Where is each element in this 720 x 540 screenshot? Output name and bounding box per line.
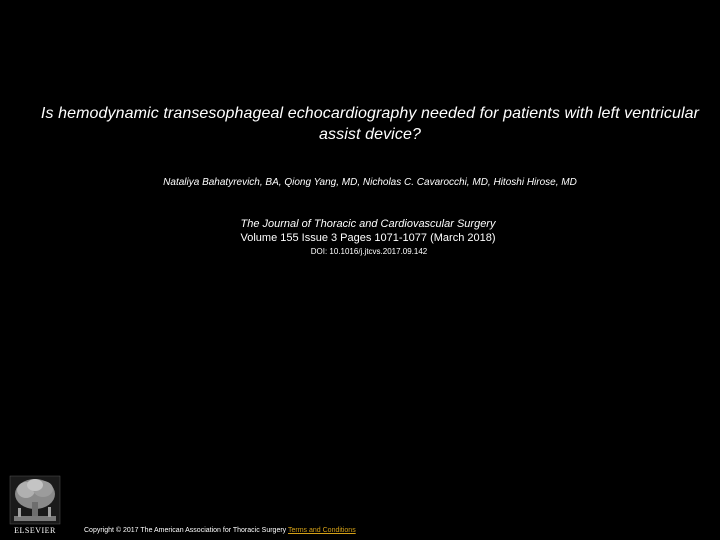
journal-citation: [168, 217, 568, 245]
elsevier-logo-text: ELSEVIER: [14, 526, 56, 535]
article-doi: DOI: 10.1016/j.jtcvs.2017.09.142: [310, 247, 428, 256]
elsevier-tree-icon: [6, 474, 64, 526]
article-title: Is hemodynamic transesophageal echocardiography needed for patients with left ventricular assist device?: [40, 105, 700, 143]
footer: [84, 526, 356, 535]
terms-and-conditions-link[interactable]: Terms and Conditions: [288, 527, 356, 534]
article-authors: Nataliya Bahatyrevich, BA, Qiong Yang, MD, Nicholas C. Cavarocchi, MD, Hitoshi Hirose, MD: [163, 177, 577, 188]
journal-name: The Journal of Thoracic and Cardiovascular Surgery: [240, 218, 496, 230]
journal-volume: Volume 155 Issue 3 Pages 1071-1077 (March 2018): [240, 232, 496, 244]
copyright-text: Copyright © 2017 The American Association for Thoracic Surgery: [84, 527, 287, 534]
elsevier-logo: [6, 474, 64, 536]
